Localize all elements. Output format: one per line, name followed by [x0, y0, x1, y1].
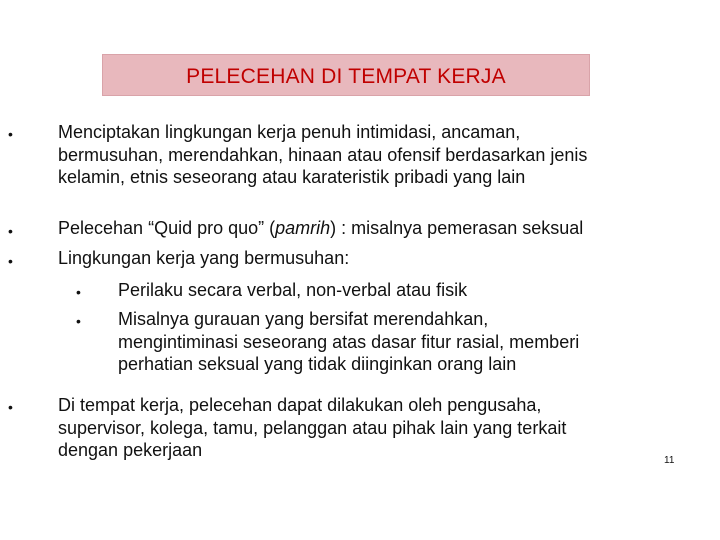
- sub-item-2-line-1: Misalnya gurauan yang bersifat merendahkan,: [118, 309, 489, 329]
- bullet-2: •: [8, 223, 13, 239]
- item-2-italic: pamrih: [275, 218, 331, 238]
- sub-bullet-2: •: [76, 313, 81, 329]
- sub-item-2-line-3: perhatian seksual yang tidak diinginkan orang lain: [118, 354, 517, 374]
- item-3-line-1: Lingkungan kerja yang bermusuhan:: [58, 248, 350, 268]
- slide-title: PELECEHAN DI TEMPAT KERJA: [186, 65, 506, 88]
- item-2-text: [58, 217, 583, 240]
- bullet-1: •: [8, 126, 13, 142]
- item-1-text: [58, 121, 587, 189]
- item-4-text: [58, 394, 566, 462]
- sub-bullet-1: •: [76, 284, 81, 300]
- sub-item-1-text: Perilaku secara verbal, non-verbal atau fisik: [118, 280, 468, 300]
- item-1-line-3: kelamin, etnis seseorang atau karateristik pribadi yang lain: [58, 167, 526, 187]
- bullet-4: •: [8, 399, 13, 415]
- item-2-prefix: Pelecehan “Quid pro quo” (: [58, 218, 276, 238]
- sub-item-2-text: [118, 308, 579, 376]
- item-1-line-2: bermusuhan, merendahkan, hinaan atau ofensif berdasarkan jenis: [58, 144, 588, 165]
- title-banner: [102, 54, 590, 96]
- page-number: 11: [664, 455, 675, 466]
- item-4-line-1: Di tempat kerja, pelecehan dapat dilakukan oleh pengusaha,: [58, 395, 542, 415]
- sub-item-2-line-2: mengintiminasi seseorang atas dasar fitur rasial, memberi: [118, 331, 580, 352]
- item-4-line-3: dengan pekerjaan: [58, 440, 203, 460]
- item-2-suffix: ) : misalnya pemerasan seksual: [330, 218, 584, 238]
- bullet-3: •: [8, 253, 13, 269]
- item-1-line-1: Menciptakan lingkungan kerja penuh intimidasi, ancaman,: [58, 122, 521, 142]
- item-4-line-2: supervisor, kolega, tamu, pelanggan atau pihak lain yang terkait: [58, 417, 567, 438]
